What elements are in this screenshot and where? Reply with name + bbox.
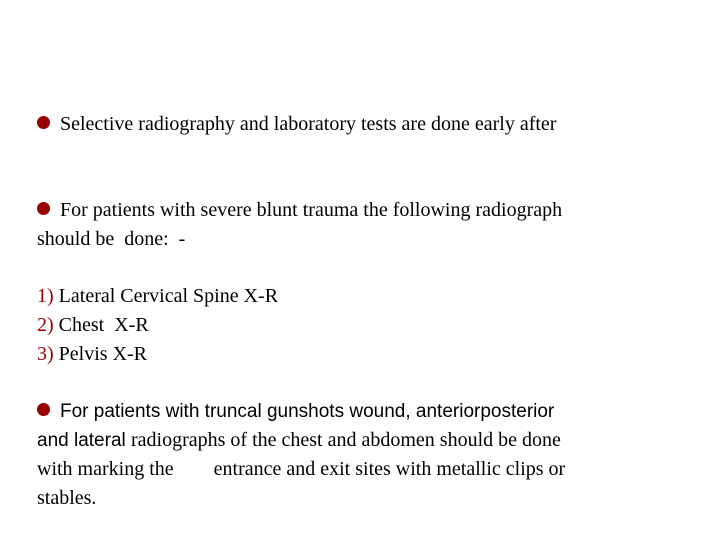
bullet-3-text-1: For patients with truncal gunshots wound, anteriorposterior xyxy=(60,401,555,422)
bullet-2-text-2: should be done: - xyxy=(37,228,186,250)
bullet-3-text-3: with marking the entrance and exit sites with metallic clips or xyxy=(37,458,566,480)
bullet-3-text-2b: radiographs of the chest and abdomen should be done xyxy=(131,429,561,451)
bullet-2-text-1: For patients with severe blunt trauma the following radiograph xyxy=(60,199,563,221)
list-number: 2) xyxy=(37,314,54,336)
bullet-1-line-1 xyxy=(27,88,556,136)
bullet-1-text: Selective radiography and laboratory tests are done early after xyxy=(60,113,557,135)
list-item-3 xyxy=(27,318,147,366)
bullet-3-text-4: stables. xyxy=(37,487,97,509)
list-text: Lateral Cervical Spine X-R xyxy=(53,285,279,307)
bullet-3-line-3 xyxy=(27,433,565,481)
list-number: 3) xyxy=(37,343,54,365)
list-text: Chest X-R xyxy=(53,314,149,336)
bullet-dot-icon xyxy=(37,116,50,129)
bullet-3-text-2a: and lateral xyxy=(37,430,132,451)
bullet-3-line-4 xyxy=(27,462,96,510)
list-text: Pelvis X-R xyxy=(53,343,148,365)
list-number: 1) xyxy=(37,285,54,307)
bullet-2-line-2 xyxy=(27,203,185,251)
